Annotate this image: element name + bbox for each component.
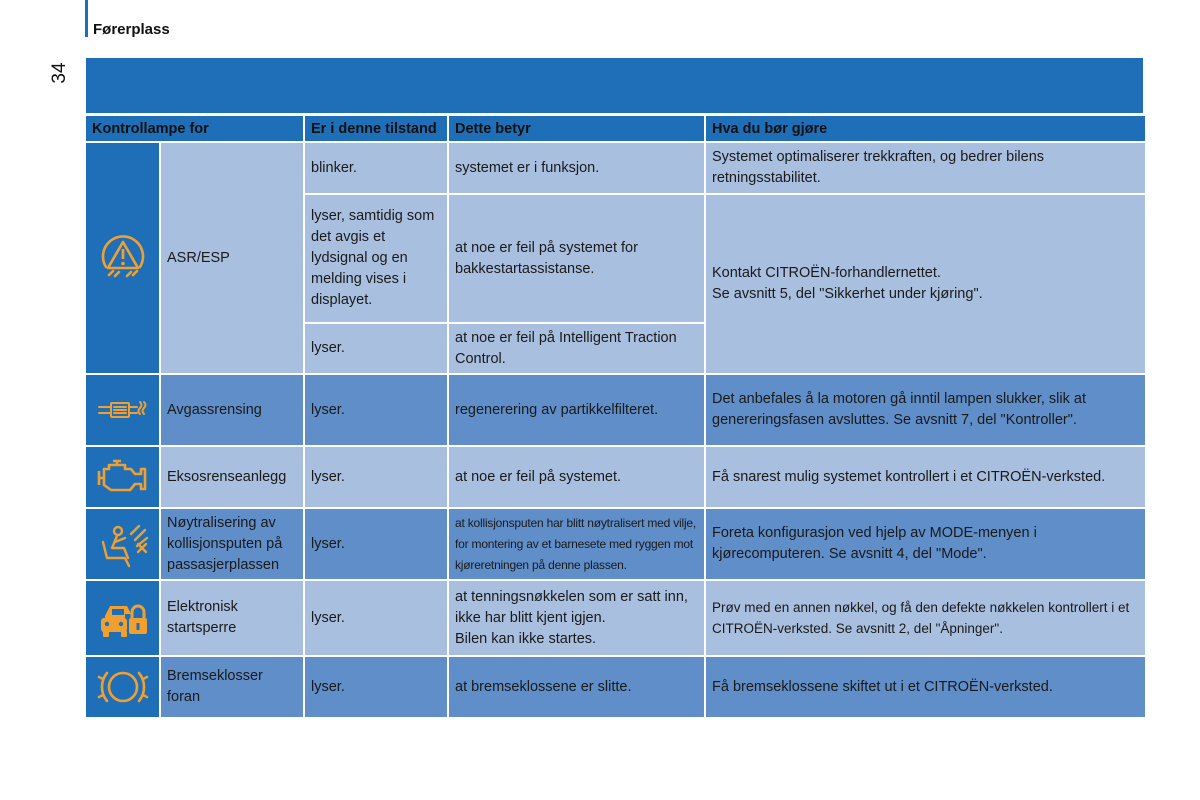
meaning-cell: systemet er i funksjon. bbox=[449, 143, 704, 193]
meaning-cell bbox=[449, 581, 704, 655]
table-row bbox=[86, 509, 1145, 579]
page-number: 34 bbox=[49, 62, 70, 84]
action-line: Kontakt CITROËN-forhandlernettet. bbox=[712, 265, 941, 281]
meaning-line: Bilen kan ikke startes. bbox=[455, 630, 597, 647]
meaning-line: at tenningsnøkkelen som er satt inn, ikke har blitt kjent igjen. bbox=[455, 588, 688, 626]
action-cell: Få snarest mulig systemet kontrollert i et CITROËN-verksted. bbox=[706, 447, 1145, 507]
table-header-row bbox=[86, 116, 1145, 141]
warning-lights-table bbox=[84, 114, 1147, 719]
action-cell: Systemet optimaliserer trekkraften, og bedrer bilens retningsstabilitet. bbox=[706, 143, 1145, 193]
warning-light-label: Nøytralisering av kollisjonsputen på passasjerplassen bbox=[161, 509, 303, 579]
asr-esp-warning-icon bbox=[86, 143, 159, 373]
warning-light-label: Bremseklosser foran bbox=[161, 657, 303, 717]
state-cell: blinker. bbox=[305, 143, 447, 193]
column-header: Dette betyr bbox=[449, 116, 704, 141]
table-row bbox=[86, 375, 1145, 445]
table-row bbox=[86, 447, 1145, 507]
state-cell: lyser. bbox=[305, 581, 447, 655]
table-row bbox=[86, 581, 1145, 655]
meaning-cell: at noe er feil på systemet. bbox=[449, 447, 704, 507]
action-cell: Få bremseklossene skiftet ut i et CITROËN-verksted. bbox=[706, 657, 1145, 717]
section-title: Førerplass bbox=[93, 21, 170, 38]
state-cell: lyser, samtidig som det avgis et lydsignal og en melding vises i displayet. bbox=[305, 195, 447, 322]
state-cell: lyser. bbox=[305, 324, 447, 373]
meaning-cell: at bremseklossene er slitte. bbox=[449, 657, 704, 717]
warning-light-label: ASR/ESP bbox=[161, 143, 303, 373]
state-cell: lyser. bbox=[305, 657, 447, 717]
header-accent-bar bbox=[85, 0, 88, 37]
meaning-cell: at noe er feil på Intelligent Traction Control. bbox=[449, 324, 704, 373]
warning-light-label: Eksosrenseanlegg bbox=[161, 447, 303, 507]
column-header: Er i denne tilstand bbox=[305, 116, 447, 141]
warning-light-label: Elektronisk startsperre bbox=[161, 581, 303, 655]
action-cell bbox=[706, 195, 1145, 373]
table-row bbox=[86, 657, 1145, 717]
brake-pad-wear-icon bbox=[86, 657, 159, 717]
table-banner bbox=[86, 58, 1143, 113]
action-cell: Foreta konfigurasjon ved hjelp av MODE-menyen i kjørecomputeren. Se avsnitt 4, del "Mode". bbox=[706, 509, 1145, 579]
state-cell: lyser. bbox=[305, 509, 447, 579]
state-cell: lyser. bbox=[305, 375, 447, 445]
state-cell: lyser. bbox=[305, 447, 447, 507]
exhaust-filter-icon bbox=[86, 375, 159, 445]
action-cell: Det anbefales å la motoren gå inntil lampen slukker, slik at genereringsfasen avsluttes. Se avsnitt 7, del "Kontroller". bbox=[706, 375, 1145, 445]
table-row bbox=[86, 143, 1145, 193]
warning-light-label: Avgassrensing bbox=[161, 375, 303, 445]
meaning-cell: regenerering av partikkelfilteret. bbox=[449, 375, 704, 445]
meaning-cell: at kollisjonsputen har blitt nøytralisert med vilje, for montering av et barnesete med ryggen mot kjøreretningen på denne plassen. bbox=[449, 509, 704, 579]
engine-icon bbox=[86, 447, 159, 507]
airbag-off-icon bbox=[86, 509, 159, 579]
car-key-lock-icon bbox=[86, 581, 159, 655]
action-line: Se avsnitt 5, del "Sikkerhet under kjøring". bbox=[712, 286, 983, 302]
column-header: Kontrollampe for bbox=[86, 116, 303, 141]
meaning-cell: at noe er feil på systemet for bakkestartassistanse. bbox=[449, 195, 704, 322]
action-cell: Prøv med en annen nøkkel, og få den defekte nøkkelen kontrollert i et CITROËN-verksted. Se avsnitt 2, del "Åpninger". bbox=[706, 581, 1145, 655]
column-header: Hva du bør gjøre bbox=[706, 116, 1145, 141]
